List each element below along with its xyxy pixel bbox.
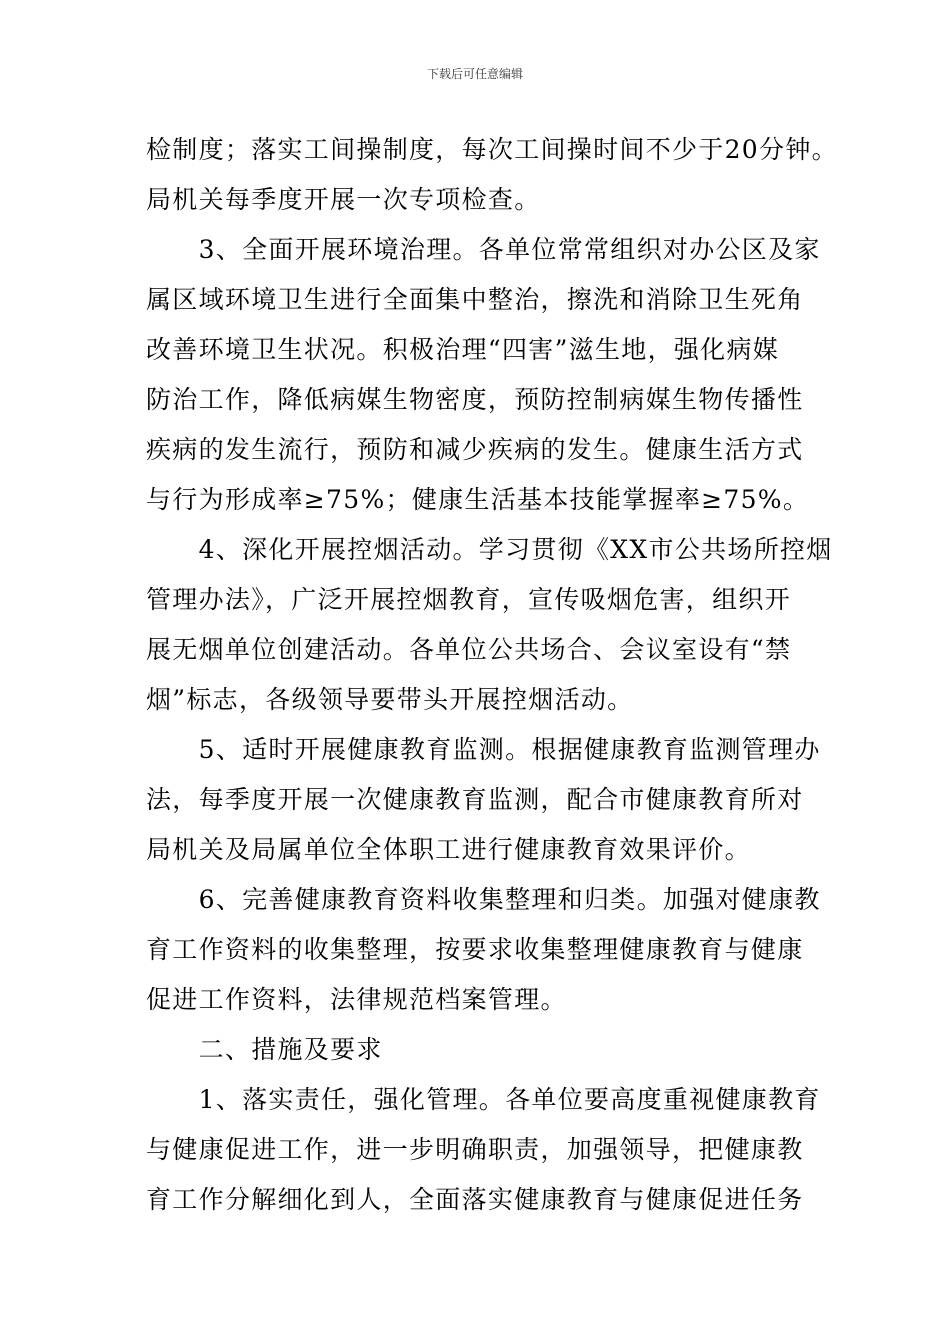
body-line: 属区域环境卫生进行全面集中整治，擦洗和消除卫生死角 <box>146 285 804 314</box>
body-line: 局机关每季度开展一次专项检查。 <box>146 185 541 214</box>
body-line: 育工作分解细化到人，全面落实健康教育与健康促进任务 <box>146 1185 804 1214</box>
body-line: 检制度；落实工间操制度，每次工间操时间不少于20分钟。 <box>146 135 838 164</box>
body-line: 疾病的发生流行，预防和减少疾病的发生。健康生活方式 <box>146 435 804 464</box>
body-line: 防治工作，降低病媒生物密度，预防控制病媒生物传播性 <box>146 385 804 414</box>
body-line: 与健康促进工作，进一步明确职责，加强领导，把健康教 <box>146 1135 804 1164</box>
body-line: 育工作资料的收集整理，按要求收集整理健康教育与健康 <box>146 935 804 964</box>
body-line: 5、适时开展健康教育监测。根据健康教育监测管理办 <box>146 735 821 764</box>
body-line: 管理办法》，广泛开展控烟教育，宣传吸烟危害，组织开 <box>146 585 792 614</box>
body-line: 法，每季度开展一次健康教育监测，配合市健康教育所对 <box>146 785 804 814</box>
body-line: 4、深化开展控烟活动。学习贯彻《XX市公共场所控烟 <box>146 535 833 564</box>
body-line: 烟”标志，各级领导要带头开展控烟活动。 <box>146 685 634 714</box>
body-line: 3、全面开展环境治理。各单位常常组织对办公区及家 <box>146 235 821 264</box>
body-line: 局机关及局属单位全体职工进行健康教育效果评价。 <box>146 835 751 864</box>
body-line: 与行为形成率≥75%；健康生活基本技能掌握率≥75%。 <box>146 485 810 514</box>
body-line: 6、完善健康教育资料收集整理和归类。加强对健康教 <box>146 885 821 914</box>
body-line: 促进工作资料，法律规范档案管理。 <box>146 985 567 1014</box>
body-line: 展无烟单位创建活动。各单位公共场合、会议室设有“禁 <box>146 635 792 664</box>
page-header: 下载后可任意编辑 <box>426 67 523 81</box>
section-heading: 二、措施及要求 <box>146 1035 383 1064</box>
body-line: 改善环境卫生状况。积极治理“四害”滋生地，强化病媒 <box>146 335 780 364</box>
body-line: 1、落实责任，强化管理。各单位要高度重视健康教育 <box>146 1085 821 1114</box>
